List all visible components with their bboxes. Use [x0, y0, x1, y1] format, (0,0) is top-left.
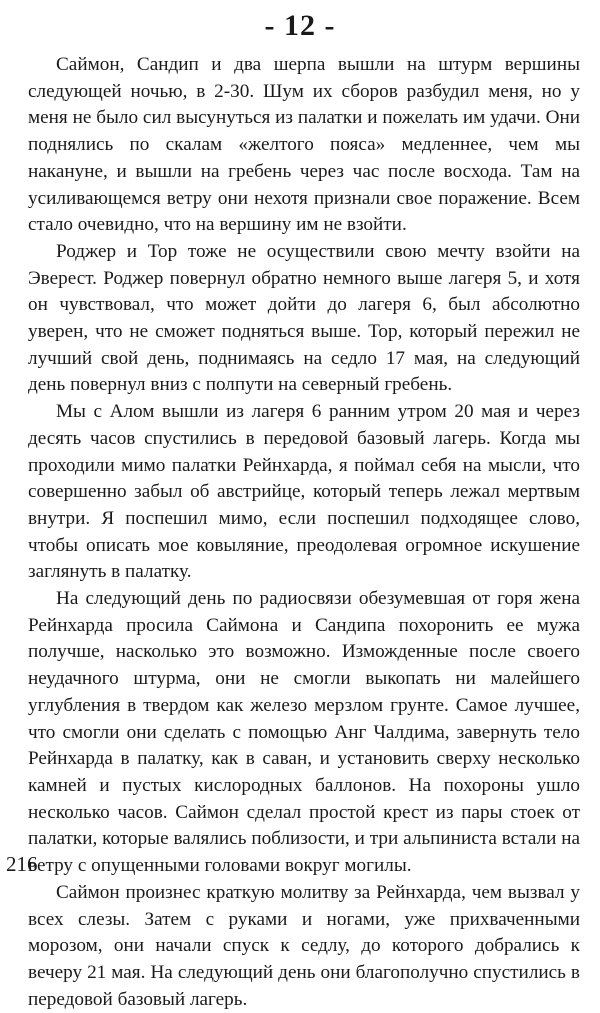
- chapter-number: - 12 -: [264, 9, 336, 42]
- page-number: 216: [6, 852, 38, 876]
- paragraph: Саймон, Сандип и два шерпа вышли на штурм вершины следующей ночью, в 2-30. Шум их сборов разбудил меня, но у меня не было сил высунуться из палатки и пожелать им удачи. Они поднялись по скалам «желтого пояса» медленнее, чем мы накануне, и вышли на гребень через час после восхода. Там на усиливающемся ветру они нехотя признали свое поражение. Всем стало очевидно, что на вершину им не взойти.: [28, 54, 580, 236]
- paragraph: Мы с Алом вышли из лагеря 6 ранним утром 20 мая и через десять часов спустились в передовой базовый лагерь. Когда мы проходили мимо палатки Рейнхарда, я поймал себя на мысли, что совершенно забыл об австрийце, который теперь лежал мертвым внутри. Я поспешил мимо, если поспешил подходящее слово, чтобы описать мое ковыляние, преодолевая огромное искушение заглянуть в палатку.: [28, 401, 580, 583]
- paragraph: Роджер и Тор тоже не осуществили свою мечту взойти на Эверест. Роджер повернул обратно немного выше лагеря 5, и хотя он чувствовал, что может дойти до лагеря 6, был абсолютно уверен, что не сможет подняться выше. Тор, который пережил не лучший свой день, поднимаясь на седло 17 мая, на следующий день повернул вниз с полпути на северный гребень.: [28, 240, 580, 396]
- paragraph: Саймон произнес краткую молитву за Рейнхарда, чем вызвал у всех слезы. Затем с руками и ногами, уже прихваченными морозом, они начали спуск к седлу, до которого добрались к вечеру 21 мая. На следующий день они благополучно спустились в передовой базовый лагерь.: [28, 881, 580, 1010]
- body-text: [28, 52, 580, 1013]
- paragraph: На следующий день по радиосвязи обезумевшая от горя жена Рейнхарда просила Саймона и Сандипа похоронить ее мужа получше, насколько это возможно. Изможденные после своего неудачного штурма, они не смогли выкопать ни малейшего углубления в твердом как железо мерзлом грунте. Самое лучшее, что смогли они сделать с помощью Анг Чалдима, завернуть тело Рейнхарда в палатку, как в саван, и установить сверху несколько камней и пустых кислородных баллонов. На похороны ушло несколько часов. Саймон сделал простой крест из пары стоек от палатки, которые валялись поблизости, и три альпиниста встали на ветру с опущенными головами вокруг могилы.: [28, 588, 580, 877]
